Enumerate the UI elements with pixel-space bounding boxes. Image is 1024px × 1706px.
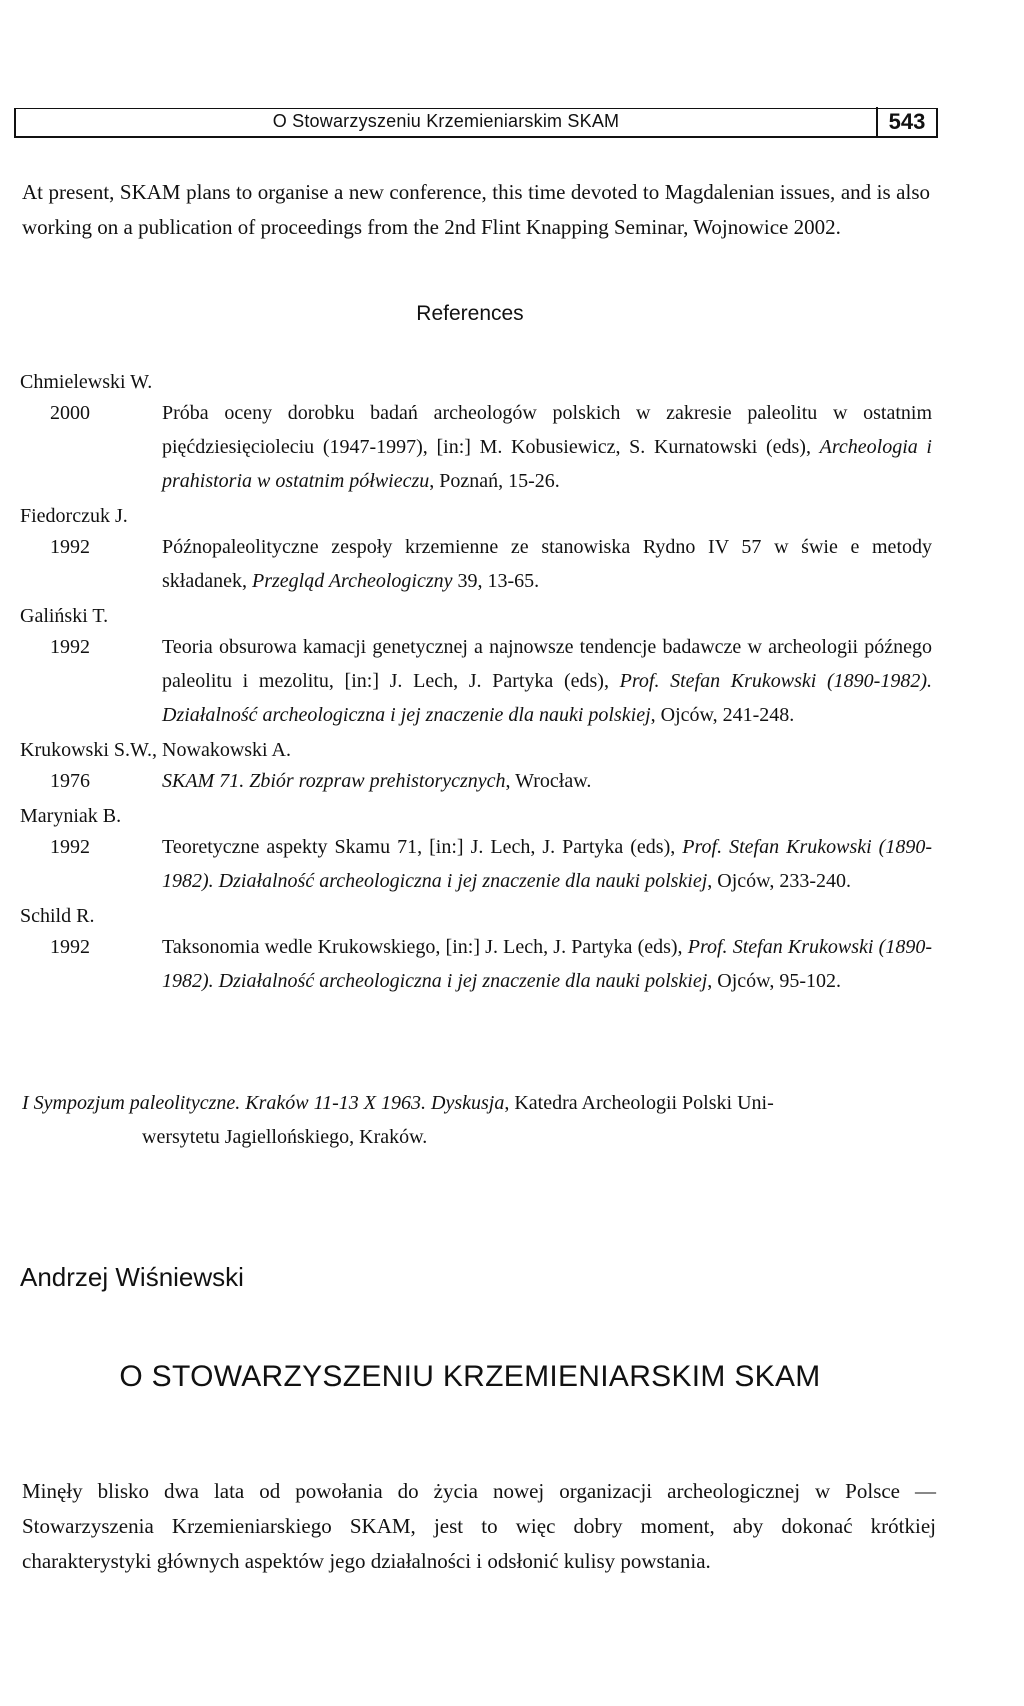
reference-plain: Próba oceny dorobku badań archeologów polskich w zakresie paleolitu w ostatnim pięćdziesięcioleciu (1947-1997), [in:] M. Kobusiewicz, S. Kurnatowski (eds), [162, 402, 932, 458]
reference-author: Krukowski S.W., Nowakowski A. [20, 739, 291, 761]
reference-year: 1992 [50, 636, 90, 658]
reference-item [20, 736, 940, 798]
reference-year: 1992 [50, 836, 90, 858]
reference-italic: Prof. Stefan Krukowski (1890-1982). Działalność archeologiczna i jej znaczenie dla nauki polskiej [162, 936, 932, 992]
reference-text [162, 830, 932, 898]
reference-text [162, 630, 932, 732]
article-opening-paragraph: Minęły blisko dwa lata od powołania do życia nowej organizacji archeologicznej w Polsce — Stowarzyszenia Krzemieniarskiego SKAM, jest to więc dobry moment, aby dokonać krótkiej charakterystyki głównych aspektów jego działalności i odsłonić kulisy powstania. [22, 1479, 936, 1573]
reference-tail: , Poznań, 15-26. [429, 470, 560, 492]
reference-text [162, 930, 932, 998]
reference-year: 1992 [50, 536, 90, 558]
reference-tail: , Ojców, 95-102. [707, 970, 841, 992]
running-title: O Stowarzyszeniu Krzemieniarskim SKAM [272, 111, 620, 131]
reference-text [162, 530, 932, 598]
reference-author: Fiedorczuk J. [20, 505, 128, 527]
reference-plain: Teoria obsurowa kamacji genetycznej a najnowsze tendencje badawcze w archeologii późnego paleolitu i mezolitu, [in:] J. Lech, J. Partyka (eds), [162, 636, 932, 692]
reference-tail: 39, 13-65. [452, 570, 540, 592]
reference-year: 1992 [50, 936, 90, 958]
reference-plain: Teoretyczne aspekty Skamu 71, [in:] J. Lech, J. Partyka (eds), [162, 836, 683, 858]
article-title: O STOWARZYSZENIU KRZEMIENIARSKIM SKAM [119, 1360, 821, 1393]
reference-entry [20, 930, 940, 998]
reference-italic: Prof. Stefan Krukowski (1890-1982). Działalność archeologiczna i jej znaczenie dla nauki polskiej [162, 670, 933, 726]
reference-plain: Taksonomia wedle Krukowskiego, [in:] J. Lech, J. Partyka (eds), [162, 936, 688, 958]
reference-year: 2000 [50, 402, 90, 424]
references-list [20, 368, 940, 1002]
reference-author: Schild R. [20, 905, 95, 927]
reference-entry [20, 764, 940, 798]
standalone-reference [22, 1086, 936, 1154]
reference-author: Maryniak B. [20, 805, 122, 827]
reference-item [20, 602, 940, 732]
reference-item [20, 802, 940, 898]
references-heading: References [416, 302, 524, 325]
reference-author: Galiński T. [20, 605, 109, 627]
standalone-reference-italic: I Sympozjum paleolityczne. Kraków 11-13 X 1963. Dyskusja [22, 1092, 505, 1114]
reference-author: Chmielewski W. [20, 371, 153, 393]
reference-text [162, 396, 932, 498]
reference-plain: Późnopaleolityczne zespoły krzemienne ze stanowiska Rydno IV 57 w świe e metody składanek, [162, 536, 932, 592]
reference-year: 1976 [50, 770, 90, 792]
reference-entry [20, 530, 940, 598]
reference-item [20, 368, 940, 498]
reference-entry [20, 630, 940, 732]
reference-italic: SKAM 71. Zbiór rozpraw prehistorycznych [162, 770, 506, 792]
running-header [14, 108, 938, 138]
reference-italic: Archeologia i prahistoria w ostatnim półwieczu [162, 436, 932, 492]
reference-item [20, 502, 940, 598]
intro-paragraph: At present, SKAM plans to organise a new conference, this time devoted to Magdalenian issues, and is also working on a publication of proceedings from the 2nd Flint Knapping Seminar, Wojnowice 2002. [22, 180, 930, 239]
reference-item [20, 902, 940, 998]
reference-tail: , Wrocław. [505, 770, 592, 792]
reference-tail: , Ojców, 233-240. [707, 870, 851, 892]
page-number: 543 [876, 107, 936, 137]
standalone-reference-continuation: wersytetu Jagiellońskiego, Kraków. [142, 1126, 428, 1148]
article-author: Andrzej Wiśniewski [20, 1262, 244, 1292]
standalone-reference-plain: , Katedra Archeologii Polski Uni- [504, 1092, 774, 1114]
reference-italic: Prof. Stefan Krukowski (1890-1982). Działalność archeologiczna i jej znaczenie dla nauki polskiej [162, 836, 932, 892]
reference-entry [20, 396, 940, 498]
reference-entry [20, 830, 940, 898]
reference-text [162, 764, 932, 798]
reference-tail: , Ojców, 241-248. [650, 704, 795, 726]
reference-italic: Przegląd Archeologiczny [251, 570, 453, 592]
